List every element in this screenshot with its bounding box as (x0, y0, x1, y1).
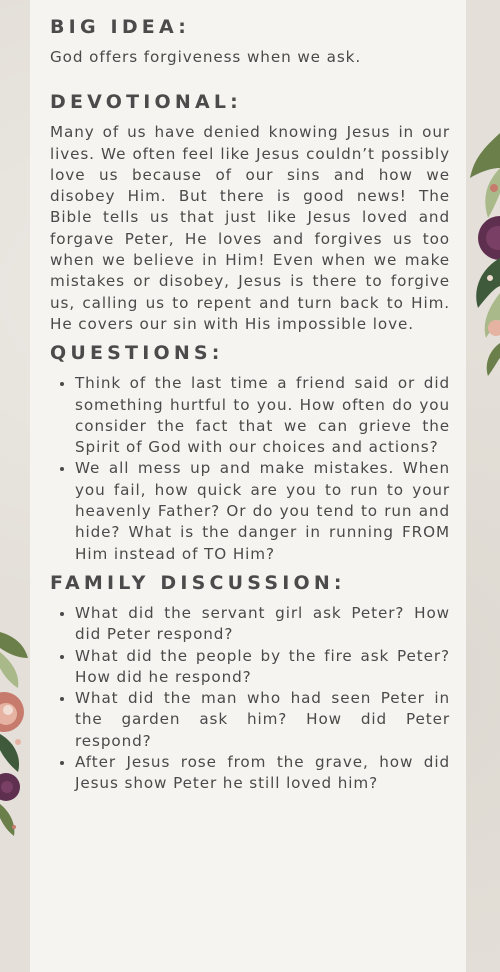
floral-decoration-left (0, 622, 30, 850)
devotional-text: Many of us have denied knowing Jesus in our lives. We often feel like Jesus couldn’t possibly love us because of our sins and how we disobey Him. But there is good news! The Bible tells us that just like Jesus loved and forgave Peter, He loves and forgives us too when we believe in Him! Even when we make mistakes or disobey, Jesus is there to forgive us, calling us to repent and turn back to Him. He covers our sin with His impossible love. (50, 123, 450, 333)
family-discussion-item: What did the servant girl ask Peter? How did Peter respond? (58, 603, 450, 646)
floral-icon (0, 622, 30, 850)
question-item: We all mess up and make mistakes. When you fail, how quick are you to run to your heavenly Father? Or do you tend to run and hide? What is the danger in running FROM Him instead of TO Him? (58, 458, 450, 564)
devotional-heading: DEVOTIONAL: (50, 91, 242, 114)
family-discussion-list (50, 603, 450, 795)
questions-heading: QUESTIONS: (50, 342, 224, 365)
questions-list (50, 373, 450, 565)
floral-decoration-right (464, 128, 500, 378)
family-discussion-heading: FAMILY DISCUSSION: (50, 571, 346, 594)
family-discussion-item: After Jesus rose from the grave, how did Jesus show Peter he still loved him? (58, 752, 450, 795)
question-item: Think of the last time a friend said or did something hurtful to you. How often do you consider the fact that we can grieve the Spirit of God with our choices and actions? (58, 373, 450, 458)
floral-icon (464, 128, 500, 378)
family-discussion-item: What did the man who had seen Peter in the garden ask him? How did Peter respond? (58, 688, 450, 752)
big-idea-text: God offers forgiveness when we ask. (50, 48, 362, 66)
family-discussion-item: What did the people by the fire ask Peter? How did he respond? (58, 646, 450, 689)
big-idea-heading: BIG IDEA: (50, 16, 191, 38)
devotional-card (30, 0, 466, 972)
